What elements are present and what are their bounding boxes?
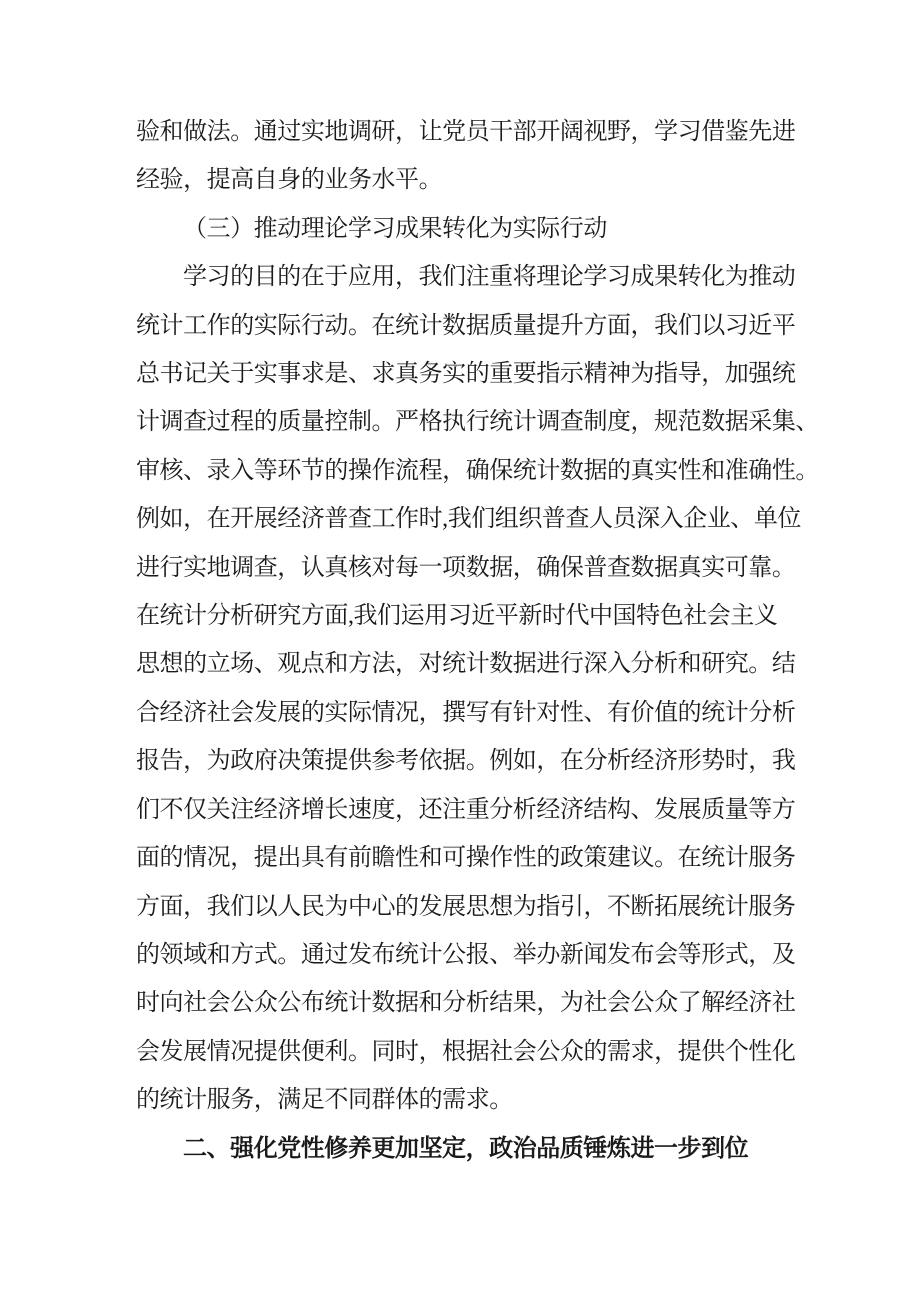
text-line: 总书记关于实事求是、求真务实的重要指示精神为指导，加强统	[136, 361, 796, 388]
text-line: 面的情况，提出具有前瞻性和可操作性的政策建议。在统计服务	[136, 845, 796, 872]
subsection-heading: （三）推动理论学习成果转化为实际行动	[183, 215, 607, 242]
text-line: 思想的立场、观点和方法，对统计数据进行深入分析和研究。结	[136, 651, 796, 678]
text-line: 报告，为政府决策提供参考依据。例如，在分析经济形势时，我	[136, 748, 796, 775]
text-line: 统计工作的实际行动。在统计数据质量提升方面，我们以习近平	[136, 312, 796, 339]
text-line: 的领域和方式。通过发布统计公报、举办新闻发布会等形式，及	[136, 941, 796, 968]
text-line: 在统计分析研究方面,我们运用习近平新时代中国特色社会主义	[136, 603, 778, 630]
text-line: 进行实地调查，认真核对每一项数据，确保普查数据真实可靠。	[136, 554, 796, 581]
text-line: 时向社会公众公布统计数据和分析结果，为社会公众了解经济社	[136, 990, 796, 1017]
text-line: 合经济社会发展的实际情况，撰写有针对性、有价值的统计分析	[136, 699, 796, 726]
text-line: 审核、录入等环节的操作流程，确保统计数据的真实性和准确性。	[136, 457, 819, 484]
text-line: 们不仅关注经济增长速度，还注重分析经济结构、发展质量等方	[136, 796, 796, 823]
text-line: 学习的目的在于应用，我们注重将理论学习成果转化为推动	[183, 264, 796, 291]
text-line: 方面，我们以人民为中心的发展思想为指引，不断拓展统计服务	[136, 893, 796, 920]
text-line: 计调查过程的质量控制。严格执行统计调查制度，规范数据采集、	[136, 409, 819, 436]
text-line: 例如，在开展经济普查工作时,我们组织普查人员深入企业、单位	[136, 506, 801, 533]
text-line: 会发展情况提供便利。同时，根据社会公众的需求，提供个性化	[136, 1038, 796, 1065]
text-line: 验和做法。通过实地调研，让党员干部开阔视野，学习借鉴先进	[136, 119, 796, 145]
text-line: 的统计服务，满足不同群体的需求。	[136, 1087, 513, 1114]
section-heading: 二、强化党性修养更加坚定，政治品质锤炼进一步到位	[183, 1135, 749, 1162]
text-line: 经验，提高自身的业务水平。	[136, 167, 443, 194]
document-body	[136, 108, 819, 1173]
